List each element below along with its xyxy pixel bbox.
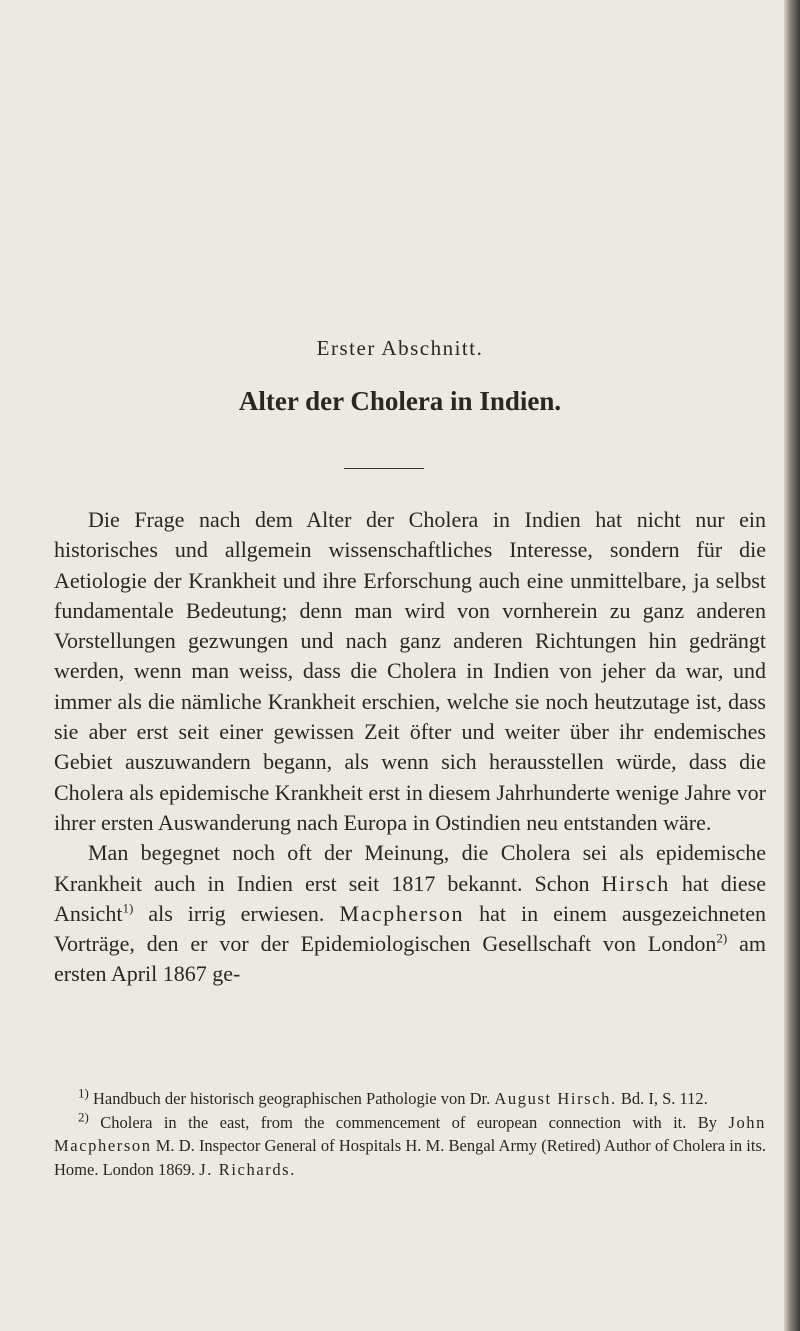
p2-text-e: am ersten April 1867 ge- xyxy=(54,931,766,987)
p2-text-b: hat diese Ansicht xyxy=(54,870,767,926)
footnote-2-text-b: M. D. Inspector General of Hospitals H. M. Bengal Army (Retired) Author of Cholera in its. Home. London 1869. xyxy=(54,1136,767,1179)
page-edge-shadow xyxy=(784,0,800,1331)
footnote-ref-1: 1) xyxy=(122,900,134,916)
p2-text-a: Man begegnet noch oft der Meinung, die Cholera sei als epidemische Krankheit auch in Indien erst seit 1817 bekannt. Schon xyxy=(54,840,766,896)
footnote-1-text-a: Handbuch der historisch geographischen Pathologie von Dr. xyxy=(92,1089,491,1108)
footnote-2-publisher: J. Richards. xyxy=(199,1159,296,1179)
chapter-title: Alter der Cholera in Indien. xyxy=(238,386,562,416)
footnote-1-text-b: Bd. I, S. 112. xyxy=(620,1089,708,1108)
footnote-2 xyxy=(54,1111,766,1182)
footnote-1-author: August Hirsch. xyxy=(494,1089,617,1108)
footnote-1 xyxy=(54,1087,766,1111)
author-hirsch: Hirsch xyxy=(601,870,670,896)
author-macpherson: Macpherson xyxy=(339,900,465,926)
paragraph-2 xyxy=(54,838,766,989)
p2-text-c: als irrig erwiesen. xyxy=(148,900,325,926)
footnote-1-marker: 1) xyxy=(78,1085,89,1101)
paragraph-1: Die Frage nach dem Alter der Cholera in Indien hat nicht nur ein historisches und allgemein wissenschaftliches Interesse, sondern für die Aetiologie der Krankheit und ihre Erforschung auch eine unmittelbare, ja selbst fundamentale Bedeutung; denn man wird von vornherein zu ganz anderen Vorstellungen gezwungen und nach ganz anderen Richtungen hin gedrängt werden, wenn man weiss, dass die Cholera in Indien von jeher da war, und immer als die nämliche Krankheit erschien, welche sie noch heutzutage ist, dass sie aber erst seit einer gewissen Zeit öfter und weiter über ihr endemisches Gebiet auszuwandern begann, als wenn sich herausstellen würde, dass die Cholera als epidemische Krankheit erst in diesem Jahrhunderte wenige Jahre vor ihrer ersten Auswanderung nach Europa in Ostindien neu entstanden wäre. xyxy=(54,507,766,835)
footnote-2-marker: 2) xyxy=(78,1109,89,1124)
footnote-ref-2: 2) xyxy=(716,930,728,946)
title-divider xyxy=(344,468,424,469)
body-text xyxy=(54,505,766,990)
footnote-2-author: John Macpherson xyxy=(54,1112,767,1155)
p2-text-d: hat in einem ausgezeichneten Vorträge, den er vor der Epidemiologischen Gesellschaft von London xyxy=(54,900,767,957)
footnotes xyxy=(54,1087,766,1181)
section-label: Erster Abschnitt. xyxy=(316,336,484,360)
footnote-2-text-a: Cholera in the east, from the commencement of european connection with it. By xyxy=(100,1112,718,1132)
